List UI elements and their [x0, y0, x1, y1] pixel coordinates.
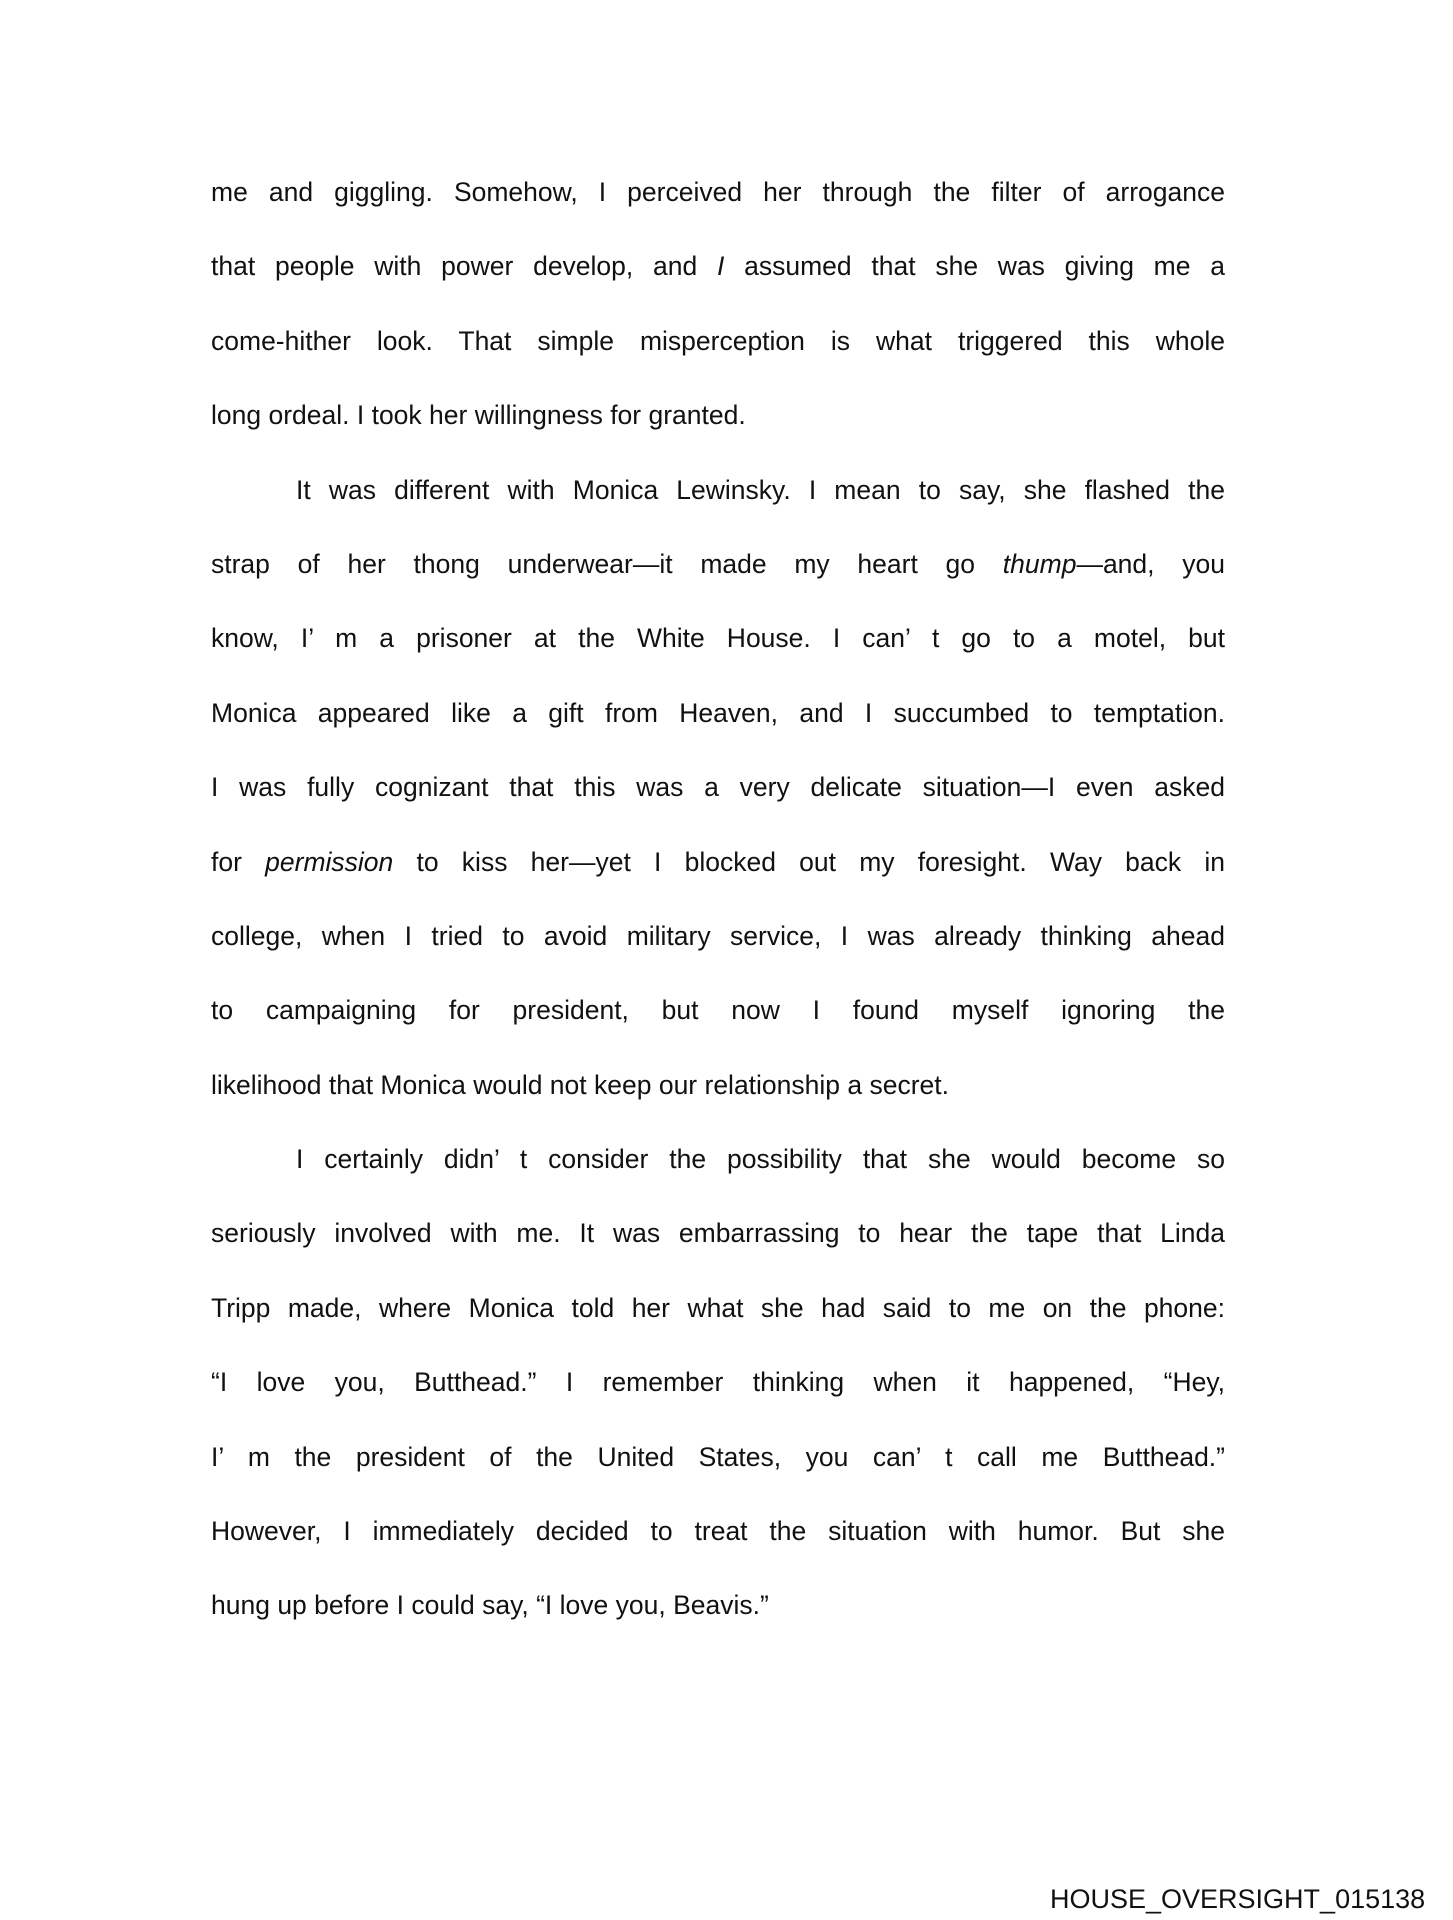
text-segment: me and giggling. Somehow, I perceived her through the filter of arrogance — [211, 177, 1225, 207]
text-segment: seriously involved with me. It was embarrassing to hear the tape that Linda — [211, 1218, 1225, 1249]
text-segment: to campaigning for president, but now I found myself ignoring the — [211, 995, 1225, 1026]
text-segment: However, I immediately decided to treat the situation with humor. But she — [211, 1516, 1225, 1547]
text-segment: assumed that she was giving me a — [724, 251, 1225, 282]
text-segment: —and, you — [1076, 548, 1225, 579]
text-segment: likelihood that Monica would not keep our relationship a secret. — [211, 1069, 950, 1100]
text-line — [211, 246, 1225, 320]
body-text — [211, 172, 1225, 1660]
text-segment: “I love you, Butthead.” I remember thinking when it happened, “Hey, — [211, 1367, 1225, 1398]
text-segment: know, I’ m a prisoner at the White House. I can’ t go to a motel, but — [211, 623, 1225, 654]
text-segment: for — [211, 846, 266, 877]
text-line — [211, 544, 1225, 618]
text-segment: that people with power develop, and — [211, 251, 717, 282]
text-line — [211, 990, 1225, 1064]
text-line — [211, 395, 1225, 469]
text-line — [211, 1213, 1225, 1287]
text-segment: It was different with Monica Lewinsky. I mean to say, she flashed the — [296, 474, 1225, 505]
text-segment: college, when I tried to avoid military service, I was already thinking ahead — [211, 920, 1225, 951]
italic-text: I — [716, 251, 725, 282]
italic-text: permission — [265, 846, 394, 877]
text-line — [211, 321, 1225, 395]
text-segment: I certainly didn’ t consider the possibility that she would become so — [296, 1144, 1225, 1175]
text-line — [211, 1585, 1225, 1659]
text-line — [211, 1437, 1225, 1511]
text-segment: hung up before I could say, “I love you, Beavis.” — [211, 1590, 769, 1621]
text-line — [211, 1511, 1225, 1585]
text-line — [211, 1065, 1225, 1139]
bates-number: HOUSE_OVERSIGHT_015138 — [1050, 1884, 1426, 1914]
text-line — [211, 470, 1225, 544]
text-line — [211, 618, 1225, 692]
text-segment: long ordeal. I took her willingness for granted. — [211, 400, 746, 431]
text-line — [211, 1139, 1225, 1213]
italic-text: thump — [1002, 548, 1077, 579]
text-segment: Tripp made, where Monica told her what she had said to me on the phone: — [211, 1292, 1225, 1323]
text-segment: strap of her thong underwear—it made my heart go — [211, 548, 1003, 579]
text-line — [211, 916, 1225, 990]
text-line — [211, 767, 1225, 841]
text-segment: I was fully cognizant that this was a very delicate situation—I even asked — [211, 772, 1225, 803]
text-segment: I’ m the president of the United States, you can’ t call me Butthead.” — [211, 1441, 1225, 1472]
text-line — [211, 1362, 1225, 1436]
text-line — [211, 172, 1225, 246]
text-line — [211, 842, 1225, 916]
text-segment: Monica appeared like a gift from Heaven, and I succumbed to temptation. — [211, 697, 1225, 728]
text-segment: come-hither look. That simple misperception is what triggered this whole — [211, 325, 1225, 356]
text-segment: to kiss her—yet I blocked out my foresight. Way back in — [393, 846, 1225, 877]
text-line — [211, 1288, 1225, 1362]
text-line — [211, 693, 1225, 767]
